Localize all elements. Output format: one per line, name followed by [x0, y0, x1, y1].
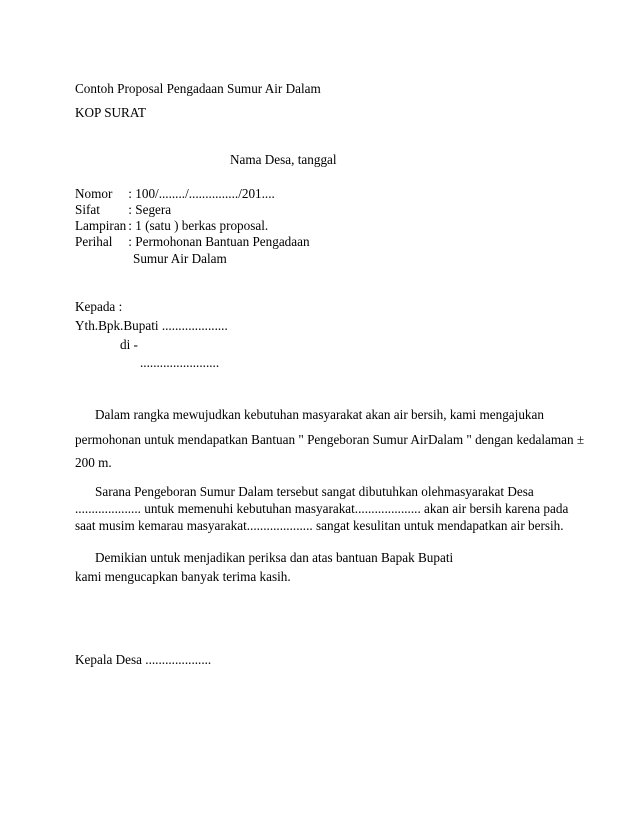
paragraph-1-line-3: 200 m. — [75, 455, 112, 470]
perihal-value: : Permohonan Bantuan Pengadaan — [128, 234, 310, 249]
kop-surat: KOP SURAT — [75, 105, 146, 120]
paragraph-2-line-1: Sarana Pengeboran Sumur Dalam tersebut sangat dibutuhkan olehmasyarakat Desa — [95, 484, 534, 499]
perihal-value-continued: Sumur Air Dalam — [133, 251, 227, 266]
place-date: Nama Desa, tanggal — [230, 152, 337, 167]
nomor-label: Nomor — [75, 186, 113, 201]
recipient-place: ........................ — [140, 355, 220, 370]
lampiran-value: : 1 (satu ) berkas proposal. — [128, 218, 269, 233]
kepada-label: Kepada : — [75, 299, 123, 314]
lampiran-label: Lampiran — [75, 218, 127, 233]
sifat-value: : Segera — [128, 202, 172, 217]
paragraph-1-line-2: permohonan untuk mendapatkan Bantuan " Pengeboran Sumur AirDalam " dengan kedalaman ± — [75, 432, 585, 447]
perihal-label: Perihal — [75, 234, 113, 249]
document-title: Contoh Proposal Pengadaan Sumur Air Dalam — [75, 81, 321, 96]
sifat-label: Sifat — [75, 202, 100, 217]
paragraph-3-line-2: kami mengucapkan banyak terima kasih. — [75, 569, 291, 584]
recipient-name: Yth.Bpk.Bupati .................... — [75, 318, 228, 333]
signature-kepala-desa: Kepala Desa .................... — [75, 652, 212, 667]
paragraph-3-line-1: Demikian untuk menjadikan periksa dan atas bantuan Bapak Bupati — [95, 550, 454, 565]
paragraph-2-line-3: saat musim kemarau masyarakat.................... sangat kesulitan untuk mendapatkan air bersih. — [75, 518, 564, 533]
recipient-di: di - — [120, 337, 138, 352]
paragraph-2-line-2: .................... untuk memenuhi kebutuhan masyarakat.................... akan air bersih karena pada — [75, 501, 569, 516]
nomor-value: : 100/......../.............../201.... — [128, 186, 275, 201]
paragraph-1-line-1: Dalam rangka mewujudkan kebutuhan masyarakat akan air bersih, kami mengajukan — [95, 407, 544, 422]
